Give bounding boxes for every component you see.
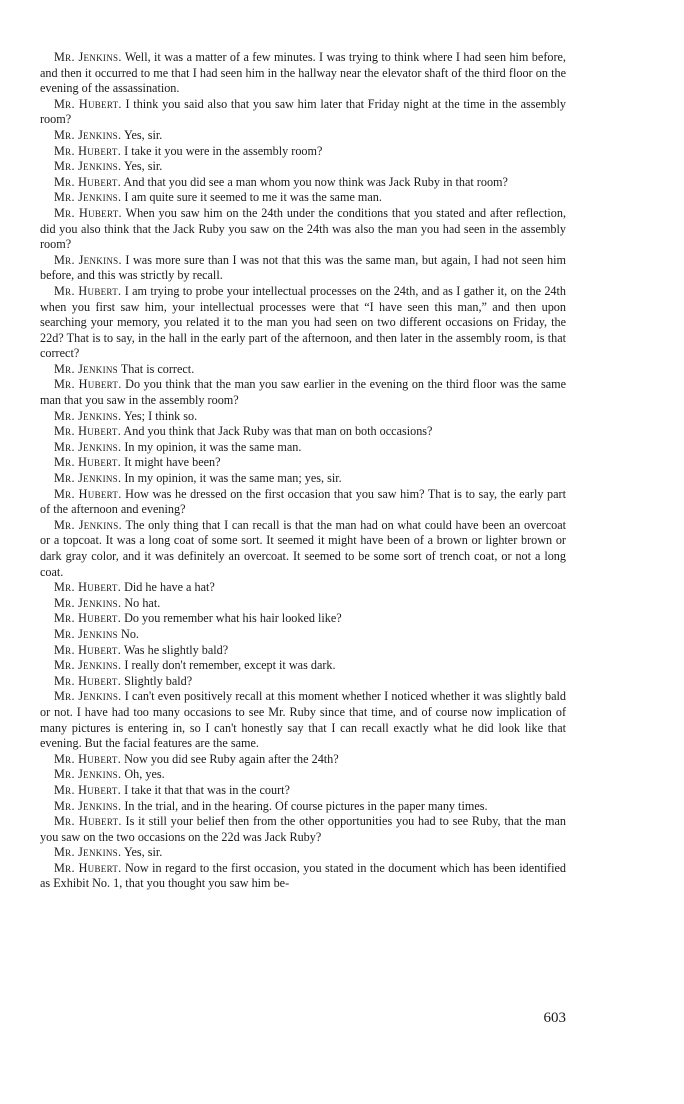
speaker-name: Mr. Jenkins. <box>54 595 122 610</box>
speech-text: It might have been? <box>124 455 221 470</box>
transcript-paragraph <box>40 175 566 191</box>
speech-text: I am trying to probe your intellectual processes on the 24th, and as I gather it, on the 24th when you first saw him, your intellectual processes were that “I have seen this man,” and then upon searching your memory, you related it to the man you had seen on two different occasions on Friday, the 22d? That is to say, in the hall in the early part of the afternoon, and then later in the assembly room, is that correct? <box>40 283 567 361</box>
speaker-name: Mr. Hubert. <box>54 860 122 875</box>
speech-text: Now in regard to the first occasion, you stated in the document which has been identified as Exhibit No. 1, that you thought you saw him be- <box>40 860 567 891</box>
transcript-paragraph <box>40 487 566 518</box>
speaker-name: Mr. Hubert. <box>54 814 122 829</box>
speech-text: No hat. <box>124 595 161 610</box>
page-number: 603 <box>543 1010 566 1026</box>
speaker-name: Mr. Jenkins. <box>54 408 122 423</box>
speech-text: Yes, sir. <box>123 159 163 174</box>
transcript-paragraph <box>40 752 566 768</box>
speaker-name: Mr. Hubert. <box>54 486 122 501</box>
transcript-paragraph <box>40 424 566 440</box>
speaker-name: Mr. Hubert. <box>54 751 122 766</box>
transcript-paragraph <box>40 596 566 612</box>
speech-text: In the trial, and in the hearing. Of course pictures in the paper many times. <box>124 798 488 813</box>
transcript-body <box>40 50 566 892</box>
speech-text: And that you did see a man whom you now think was Jack Ruby in that room? <box>123 174 508 189</box>
speech-text: I really don't remember, except it was dark. <box>124 658 336 673</box>
speaker-name: Mr. Jenkins. <box>54 798 122 813</box>
transcript-paragraph <box>40 611 566 627</box>
speaker-name: Mr. Jenkins <box>54 361 118 376</box>
speech-text: In my opinion, it was the same man; yes, sir. <box>124 471 342 486</box>
transcript-paragraph <box>40 674 566 690</box>
speech-text: Well, it was a matter of a few minutes. I was trying to think where I had seen him before, and then it occurred to me that I had seen him in the hallway near the elevator shaft of the third floor on the evening of the assassination. <box>40 50 566 96</box>
transcript-paragraph <box>40 190 566 206</box>
speaker-name: Mr. Jenkins. <box>54 50 122 64</box>
transcript-paragraph <box>40 518 566 580</box>
speech-text: Yes; I think so. <box>123 408 198 423</box>
speaker-name: Mr. Jenkins. <box>54 439 122 454</box>
speech-text: How was he dressed on the first occasion that you saw him? That is to say, the early part of the afternoon and evening? <box>40 486 566 517</box>
speaker-name: Mr. Hubert. <box>54 611 122 626</box>
transcript-paragraph <box>40 627 566 643</box>
speaker-name: Mr. Hubert. <box>54 96 122 111</box>
speech-text: Do you remember what his hair looked like? <box>124 611 342 626</box>
speaker-name: Mr. Jenkins. <box>54 658 122 673</box>
speech-text: Yes, sir. <box>123 845 163 860</box>
transcript-paragraph <box>40 814 566 845</box>
speech-text: When you saw him on the 24th under the conditions that you stated and after reflection, did you also think that the Jack Ruby you saw on the 24th was also the man you had seen in the assembly room? <box>40 205 566 252</box>
speech-text: And you think that Jack Ruby was that man on both occasions? <box>123 424 433 439</box>
speech-text: Is it still your belief then from the other opportunities you had to see Ruby, that the man you saw on the two occasions on the 22d was Jack Ruby? <box>40 814 567 844</box>
speech-text: I think you said also that you saw him later that Friday night at the time in the assembly room? <box>40 96 566 127</box>
transcript-paragraph <box>40 253 566 284</box>
speaker-name: Mr. Jenkins. <box>54 190 122 205</box>
speech-text: I take it you were in the assembly room? <box>124 143 323 158</box>
speaker-name: Mr. Jenkins. <box>54 517 122 532</box>
transcript-paragraph <box>40 440 566 456</box>
speech-text: I take it that that was in the court? <box>124 782 290 797</box>
speaker-name: Mr. Jenkins. <box>54 127 122 142</box>
speech-text: Oh, yes. <box>124 767 165 782</box>
transcript-paragraph <box>40 128 566 144</box>
speaker-name: Mr. Hubert. <box>54 174 122 189</box>
speaker-name: Mr. Hubert. <box>54 424 122 439</box>
speaker-name: Mr. Hubert. <box>54 205 122 220</box>
speech-text: No. <box>121 626 139 641</box>
speaker-name: Mr. Jenkins. <box>54 845 122 860</box>
transcript-paragraph <box>40 144 566 160</box>
speaker-name: Mr. Hubert. <box>54 377 122 392</box>
transcript-paragraph <box>40 455 566 471</box>
speaker-name: Mr. Jenkins. <box>54 689 122 704</box>
transcript-paragraph <box>40 206 566 253</box>
speaker-name: Mr. Hubert. <box>54 580 122 595</box>
transcript-paragraph <box>40 580 566 596</box>
speech-text: Do you think that the man you saw earlier in the evening on the third floor was the same man that you saw in the assembly room? <box>40 377 566 408</box>
transcript-paragraph <box>40 643 566 659</box>
speaker-name: Mr. Hubert. <box>54 782 122 797</box>
transcript-paragraph <box>40 845 566 861</box>
transcript-paragraph <box>40 284 566 362</box>
speaker-name: Mr. Jenkins. <box>54 767 122 782</box>
speech-text: In my opinion, it was the same man. <box>124 439 302 454</box>
speech-text: Slightly bald? <box>124 673 193 688</box>
speech-text: Now you did see Ruby again after the 24th? <box>124 751 339 766</box>
speaker-name: Mr. Hubert. <box>54 143 122 158</box>
transcript-paragraph <box>40 783 566 799</box>
speaker-name: Mr. Hubert. <box>54 455 122 470</box>
speaker-name: Mr. Jenkins. <box>54 471 122 486</box>
speaker-name: Mr. Jenkins. <box>54 159 122 174</box>
transcript-paragraph <box>40 409 566 425</box>
transcript-paragraph <box>40 689 566 751</box>
speech-text: Was he slightly bald? <box>123 642 229 657</box>
transcript-paragraph <box>40 50 566 97</box>
speaker-name: Mr. Hubert. <box>54 283 122 298</box>
transcript-paragraph <box>40 861 566 892</box>
speech-text: Did he have a hat? <box>124 580 215 595</box>
speech-text: I was more sure than I was not that this was the same man, but again, I had not seen him before, and this was strictly by recall. <box>40 252 566 283</box>
speech-text: Yes, sir. <box>123 127 163 142</box>
speech-text: I can't even positively recall at this moment whether I noticed whether it was slightly bald or not. I have had too many occasions to see Mr. Ruby since that time, and of course now implication of many pictures is entering in, so I can't honestly say that I can recall exactly what he did look like that evening. But the facial features are the same. <box>40 689 567 751</box>
speaker-name: Mr. Jenkins <box>54 626 118 641</box>
transcript-paragraph <box>40 471 566 487</box>
speech-text: That is correct. <box>120 361 195 376</box>
transcript-paragraph <box>40 377 566 408</box>
speaker-name: Mr. Jenkins. <box>54 252 122 267</box>
transcript-paragraph <box>40 767 566 783</box>
speech-text: I am quite sure it seemed to me it was the same man. <box>124 190 382 205</box>
speech-text: The only thing that I can recall is that the man had on what could have been an overcoat or a topcoat. It was a long coat of some sort. It seemed it might have been of a brown or lighter brown or dark gray color, and it was definitely an overcoat. It seemed to be some sort of trench coat, or not a long coat. <box>40 517 566 579</box>
transcript-paragraph <box>40 97 566 128</box>
speaker-name: Mr. Hubert. <box>54 642 122 657</box>
transcript-paragraph <box>40 159 566 175</box>
transcript-paragraph <box>40 799 566 815</box>
transcript-paragraph <box>40 658 566 674</box>
speaker-name: Mr. Hubert. <box>54 673 122 688</box>
transcript-paragraph <box>40 362 566 378</box>
